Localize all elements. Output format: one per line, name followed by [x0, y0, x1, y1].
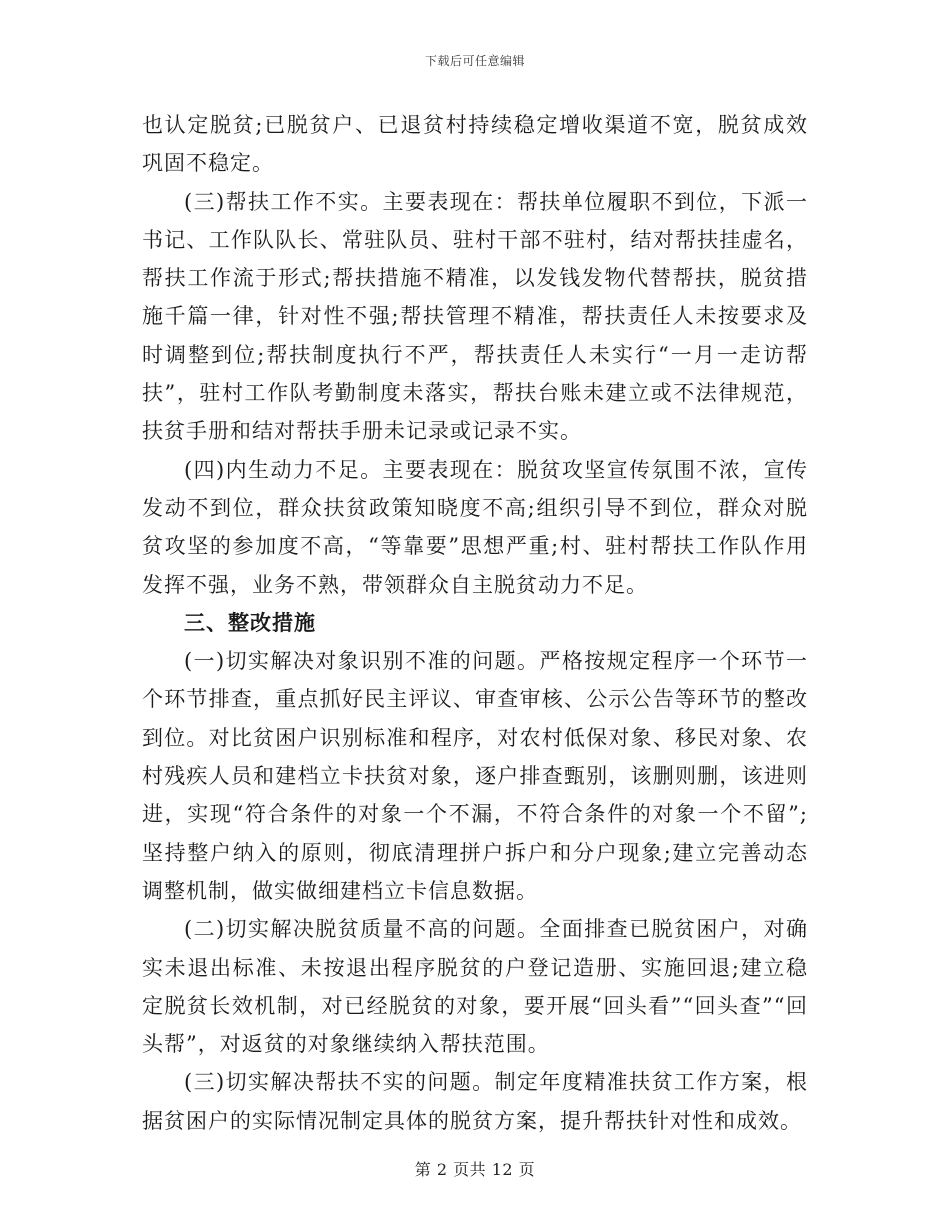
- paragraph-measure-assistance: (三)切实解决帮扶不实的问题。制定年度精准扶贫工作方案，根据贫困户的实际情况制定具体的脱贫方案，提升帮扶针对性和成效。: [142, 1070, 808, 1133]
- paragraph-internal-motivation: (四)内生动力不足。主要表现在：脱贫攻坚宣传氛围不浓，宣传发动不到位，群众扶贫政策知晓度不高;组织引导不到位，群众对脱贫攻坚的参加度不高，“等靠要”思想严重;村、驻村帮扶工作队作用发挥不强，业务不熟，带领群众自主脱贫动力不足。: [142, 457, 808, 597]
- document-body: [142, 106, 808, 1140]
- page-number-footer: 第 2 页共 12 页: [414, 1160, 536, 1179]
- page-header: 下载后可任意编辑: [424, 54, 525, 68]
- section-heading-rectification-measures: 三、整改措施: [184, 609, 316, 635]
- paragraph-measure-quality: (二)切实解决脱贫质量不高的问题。全面排查已脱贫困户，对确实未退出标准、未按退出程序脱贫的户登记造册、实施回退;建立稳定脱贫长效机制，对已经脱贫的对象，要开展“回头看”“回头查”“回头帮”，对返贫的对象继续纳入帮扶范围。: [142, 917, 808, 1057]
- paragraph-continuation: 也认定脱贫;已脱贫户、已退贫村持续稳定增收渠道不宽，脱贫成效巩固不稳定。: [142, 113, 808, 176]
- paragraph-measure-identification: (一)切实解决对象识别不准的问题。严格按规定程序一个环节一个环节排查，重点抓好民主评议、审查审核、公示公告等环节的整改到位。对比贫困户识别标准和程序，对农村低保对象、移民对象、农村残疾人员和建档立卡扶贫对象，逐户排查甄别，该删则删，该进则进，实现“符合条件的对象一个不漏，不符合条件的对象一个不留”;坚持整户纳入的原则，彻底清理拼户拆户和分户现象;建立完善动态调整机制，做实做细建档立卡信息数据。: [142, 649, 808, 903]
- paragraph-assistance-not-solid: (三)帮扶工作不实。主要表现在：帮扶单位履职不到位，下派一书记、工作队队长、常驻队员、驻村干部不驻村，结对帮扶挂虚名，帮扶工作流于形式;帮扶措施不精准，以发钱发物代替帮扶，脱贫措施千篇一律，针对性不强;帮扶管理不精准，帮扶责任人未按要求及时调整到位;帮扶制度执行不严，帮扶责任人未实行“一月一走访帮扶”，驻村工作队考勤制度未落实，帮扶台账未建立或不法律规范，扶贫手册和结对帮扶手册未记录或记录不实。: [142, 189, 808, 444]
